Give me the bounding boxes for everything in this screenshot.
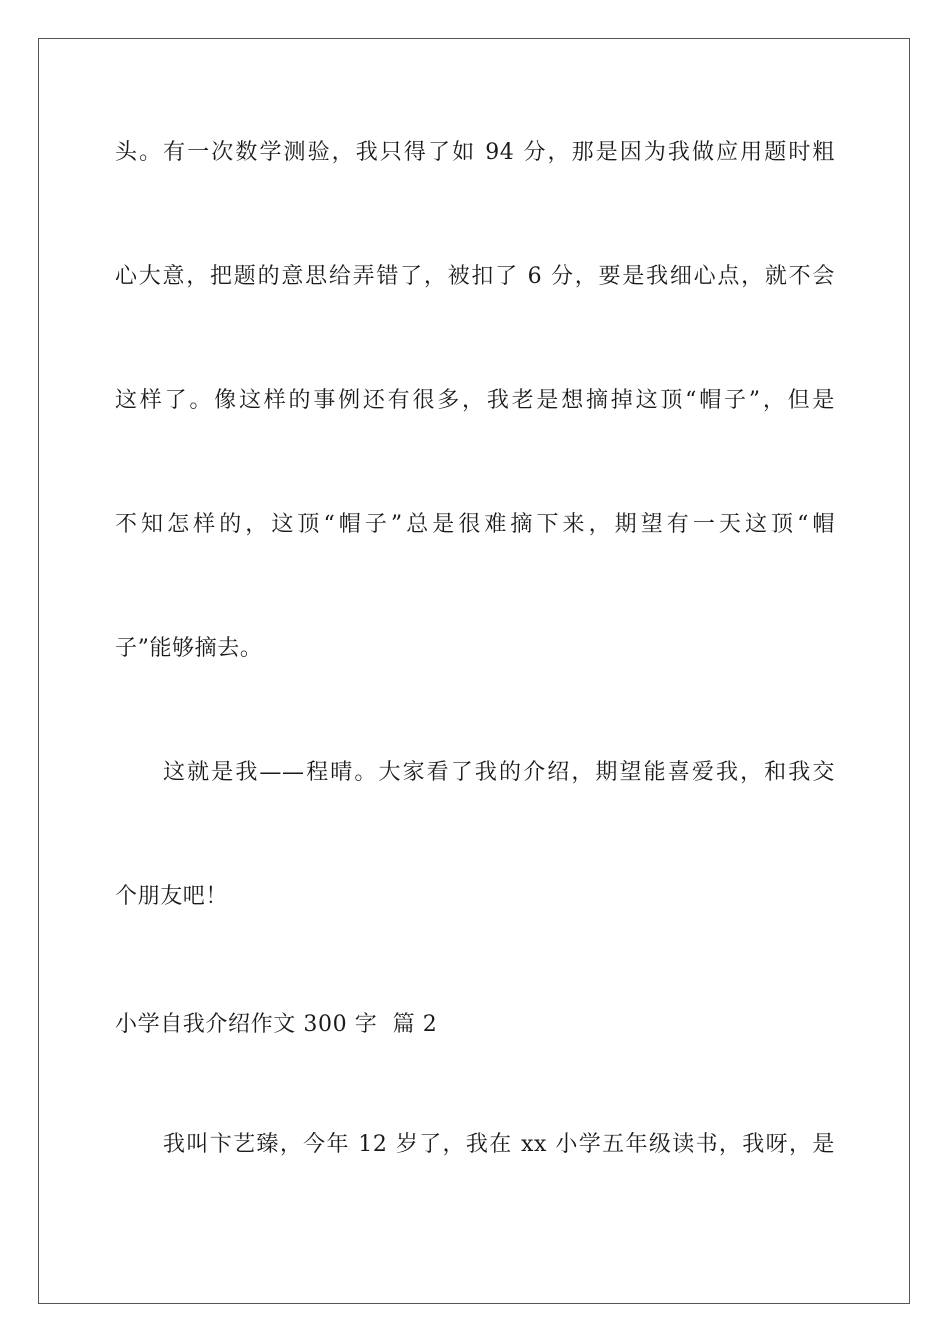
section-heading: 小学自我介绍作文 300 字 篇 2 bbox=[115, 1012, 438, 1037]
paragraph-line: 头。有一次数学测验，我只得了如 94 分，那是因为我做应用题时粗 bbox=[115, 140, 835, 165]
paragraph-line: 个朋友吧！ bbox=[115, 884, 229, 909]
paragraph-line: 这就是我——程晴。大家看了我的介绍，期望能喜爱我，和我交 bbox=[163, 760, 835, 785]
paragraph-line: 这样了。像这样的事例还有很多，我老是想摘掉这顶“帽子”，但是 bbox=[115, 388, 835, 413]
paragraph-line: 不知怎样的，这顶“帽子”总是很难摘下来，期望有一天这顶“帽 bbox=[115, 512, 835, 537]
paragraph-line: 子”能够摘去。 bbox=[115, 636, 263, 661]
paragraph-line: 心大意，把题的意思给弄错了，被扣了 6 分，要是我细心点，就不会 bbox=[115, 264, 835, 289]
paragraph-line: 我叫卞艺臻，今年 12 岁了，我在 xx 小学五年级读书，我呀，是 bbox=[163, 1132, 835, 1157]
page-border bbox=[38, 38, 910, 1304]
